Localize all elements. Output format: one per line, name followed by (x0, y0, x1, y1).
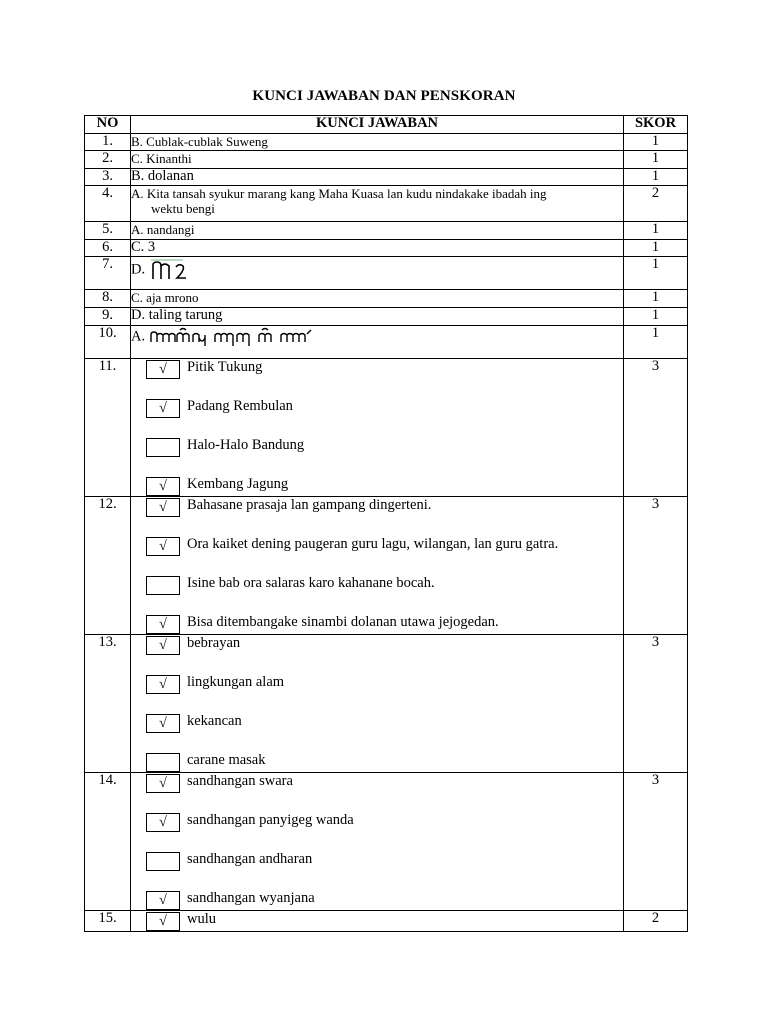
row-number: 4. (85, 186, 131, 222)
row-number: 15. (85, 911, 131, 932)
row-answer: B. Cublak-cublak Suweng (131, 134, 624, 151)
row-number: 13. (85, 635, 131, 773)
row-score: 1 (624, 151, 688, 169)
option-item (131, 398, 623, 437)
row-answer (131, 186, 624, 222)
checkbox[interactable]: √ (146, 891, 180, 910)
checkbox[interactable]: √ (146, 537, 180, 556)
option-label: Padang Rembulan (187, 398, 293, 414)
option-label: Kembang Jagung (187, 476, 289, 492)
table-row (85, 326, 688, 359)
row-answer-line: A. Kita tansah syukur marang kang Maha Kuasa lan kudu nindakake ibadah ing (131, 186, 547, 201)
table-row (85, 497, 688, 635)
option-label: wulu (187, 911, 216, 927)
option-item (131, 476, 623, 496)
option-label: Ora kaiket dening paugeran guru lagu, wilangan, lan guru gatra. (187, 536, 559, 552)
row-score: 3 (624, 635, 688, 773)
header-skor: SKOR (624, 116, 688, 134)
option-item (131, 851, 623, 890)
option-item (131, 536, 623, 575)
table-row (85, 911, 688, 932)
row-answer: C. aja mrono (131, 290, 624, 308)
option-list (131, 359, 624, 497)
option-label: Bisa ditembangake sinambi dolanan utawa jejogedan. (187, 614, 499, 630)
table-row (85, 359, 688, 497)
row-answer: D. taling tarung (131, 308, 624, 326)
checkbox[interactable]: √ (146, 813, 180, 832)
row-number: 11. (85, 359, 131, 497)
row-number: 10. (85, 326, 131, 359)
row-number: 9. (85, 308, 131, 326)
table-row (85, 290, 688, 308)
row-score: 3 (624, 359, 688, 497)
table-row (85, 240, 688, 257)
checkbox[interactable] (146, 438, 180, 457)
row-number: 6. (85, 240, 131, 257)
row-answer (131, 326, 624, 359)
option-item (131, 674, 623, 713)
row-answer: C. Kinanthi (131, 151, 624, 169)
option-item (131, 812, 623, 851)
checkbox[interactable]: √ (146, 399, 180, 418)
header-no: NO (85, 116, 131, 134)
row-score: 1 (624, 290, 688, 308)
row-score: 1 (624, 308, 688, 326)
row-score: 3 (624, 773, 688, 911)
row-score: 1 (624, 169, 688, 186)
option-item (131, 497, 623, 536)
checkbox[interactable]: √ (146, 498, 180, 517)
checkbox[interactable]: √ (146, 360, 180, 379)
option-label: sandhangan wyanjana (187, 890, 315, 906)
option-item (131, 911, 623, 931)
row-answer (131, 257, 624, 290)
option-item (131, 890, 623, 910)
javanese-script-image (149, 326, 321, 348)
option-list (131, 773, 624, 911)
option-list (131, 911, 624, 932)
checkbox[interactable]: √ (146, 912, 180, 931)
table-row (85, 308, 688, 326)
row-score: 2 (624, 186, 688, 222)
option-list (131, 497, 624, 635)
checkbox[interactable] (146, 576, 180, 595)
option-label: Halo-Halo Bandung (187, 437, 305, 453)
row-score: 3 (624, 497, 688, 635)
row-number: 7. (85, 257, 131, 290)
option-item (131, 614, 623, 634)
checkbox[interactable]: √ (146, 675, 180, 694)
checkbox[interactable] (146, 753, 180, 772)
checkbox[interactable]: √ (146, 714, 180, 733)
row-answer-letter: D. (131, 261, 146, 278)
option-label: kekancan (187, 713, 242, 729)
page-title: KUNCI JAWABAN DAN PENSKORAN (252, 88, 516, 104)
row-answer-letter: A. (131, 328, 146, 345)
option-label: sandhangan swara (187, 773, 293, 789)
option-label: Pitik Tukung (187, 359, 263, 375)
table-row (85, 257, 688, 290)
row-number: 12. (85, 497, 131, 635)
option-item (131, 635, 623, 674)
row-number: 14. (85, 773, 131, 911)
option-item (131, 575, 623, 614)
row-number: 1. (85, 134, 131, 151)
row-number: 3. (85, 169, 131, 186)
row-score: 1 (624, 257, 688, 290)
option-list (131, 635, 624, 773)
table-row (85, 222, 688, 240)
option-label: sandhangan andharan (187, 851, 313, 867)
row-score: 1 (624, 326, 688, 359)
row-score: 1 (624, 134, 688, 151)
option-label: lingkungan alam (187, 674, 285, 690)
row-score: 2 (624, 911, 688, 932)
table-row (85, 186, 688, 222)
table-row (85, 773, 688, 911)
row-number: 8. (85, 290, 131, 308)
option-label: Bahasane prasaja lan gampang dingerteni. (187, 497, 432, 513)
option-label: carane masak (187, 752, 266, 768)
checkbox[interactable]: √ (146, 477, 180, 496)
checkbox[interactable]: √ (146, 774, 180, 793)
option-item (131, 359, 623, 398)
header-key: KUNCI JAWABAN (131, 116, 624, 134)
option-label: bebrayan (187, 635, 241, 651)
answer-key-table (84, 115, 688, 932)
option-item (131, 773, 623, 812)
checkbox[interactable] (146, 852, 180, 871)
row-answer: C. 3 (131, 240, 624, 257)
row-answer: B. dolanan (131, 169, 624, 186)
table-row (85, 169, 688, 186)
checkbox[interactable]: √ (146, 636, 180, 655)
row-answer: A. nandangi (131, 222, 624, 240)
option-item (131, 437, 623, 476)
option-label: Isine bab ora salaras karo kahanane bocah. (187, 575, 435, 591)
checkbox[interactable]: √ (146, 615, 180, 634)
option-item (131, 713, 623, 752)
row-score: 1 (624, 222, 688, 240)
header-row (85, 116, 688, 134)
table-row (85, 151, 688, 169)
option-item (131, 752, 623, 772)
option-label: sandhangan panyigeg wanda (187, 812, 354, 828)
row-number: 2. (85, 151, 131, 169)
row-score: 1 (624, 240, 688, 257)
row-answer-continuation: wektu bengi (151, 201, 215, 216)
table-row (85, 635, 688, 773)
javanese-script-image (149, 257, 195, 283)
table-row (85, 134, 688, 151)
row-number: 5. (85, 222, 131, 240)
